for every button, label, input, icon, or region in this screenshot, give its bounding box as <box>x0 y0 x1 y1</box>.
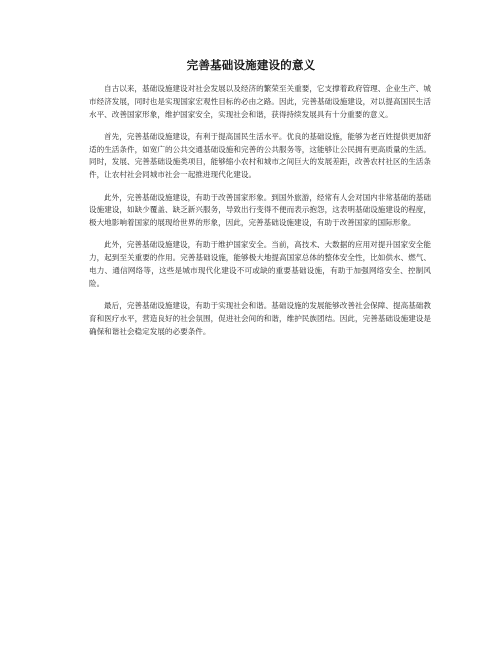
document-title: 完善基础设施建设的意义 <box>186 58 316 72</box>
paragraph-living-standard: 首先，完善基础设施建设，有利于提高国民生活水平。优良的基础设施，能够为老百姓提供更加舒适的生活条件，如宽广的公共交通基础设施和完善的公共服务等，这能够让公民拥有更高质量的生活。同时，发展、完善基础设施类项目，能够缩小农村和城市之间巨大的发展差距，改善农村社区的生活条件，让农村社会同城市社会一起推进现代化建设。 <box>89 131 431 180</box>
paragraph-intro: 自古以来，基础设施建设对社会发展以及经济的繁荣至关重要，它支撑着政府管理、企业生产、城市经济发展，同时也是实现国家宏观性目标的必由之路。因此，完善基础设施建设，对以提高国民生活水平、改善国家形象，维护国家安全，实现社会和谐，获得持续发展具有十分重要的意义。 <box>89 84 431 119</box>
paragraph-social-harmony: 最后，完善基础设施建设，有助于实现社会和谐。基础设施的发展能够改善社会保障、提高基础教育和医疗水平，营造良好的社会氛围，促进社会间的和谐，维护民族团结。因此，完善基础设施建设是确保和谐社会稳定发展的必要条件。 <box>89 301 431 336</box>
paragraph-national-image: 此外，完善基础设施建设，有助于改善国家形象。到国外旅游，经常有人会对国内非常基础的基础设施建设，如缺少覆盖、缺乏新兴服务，导致出行变得不便而表示抱怨，这表明基础设施建设的程度，极大地影响着国家的展现给世界的形象，因此，完善基础设施建设，有助于改善国家的国际形象。 <box>89 192 431 228</box>
paragraph-national-security: 此外，完善基础设施建设，有助于维护国家安全。当前，高技术、大数据的应用对提升国家安全能力，起到至关重要的作用。完善基础设施，能够极大地提高国家总体的整体安全性，比如供水、燃气、电力、通信网络等，这些是城市现代化建设不可或缺的重要基础设施，有助于加强网络安全、控制风险。 <box>89 240 431 288</box>
document-body <box>89 83 431 348</box>
